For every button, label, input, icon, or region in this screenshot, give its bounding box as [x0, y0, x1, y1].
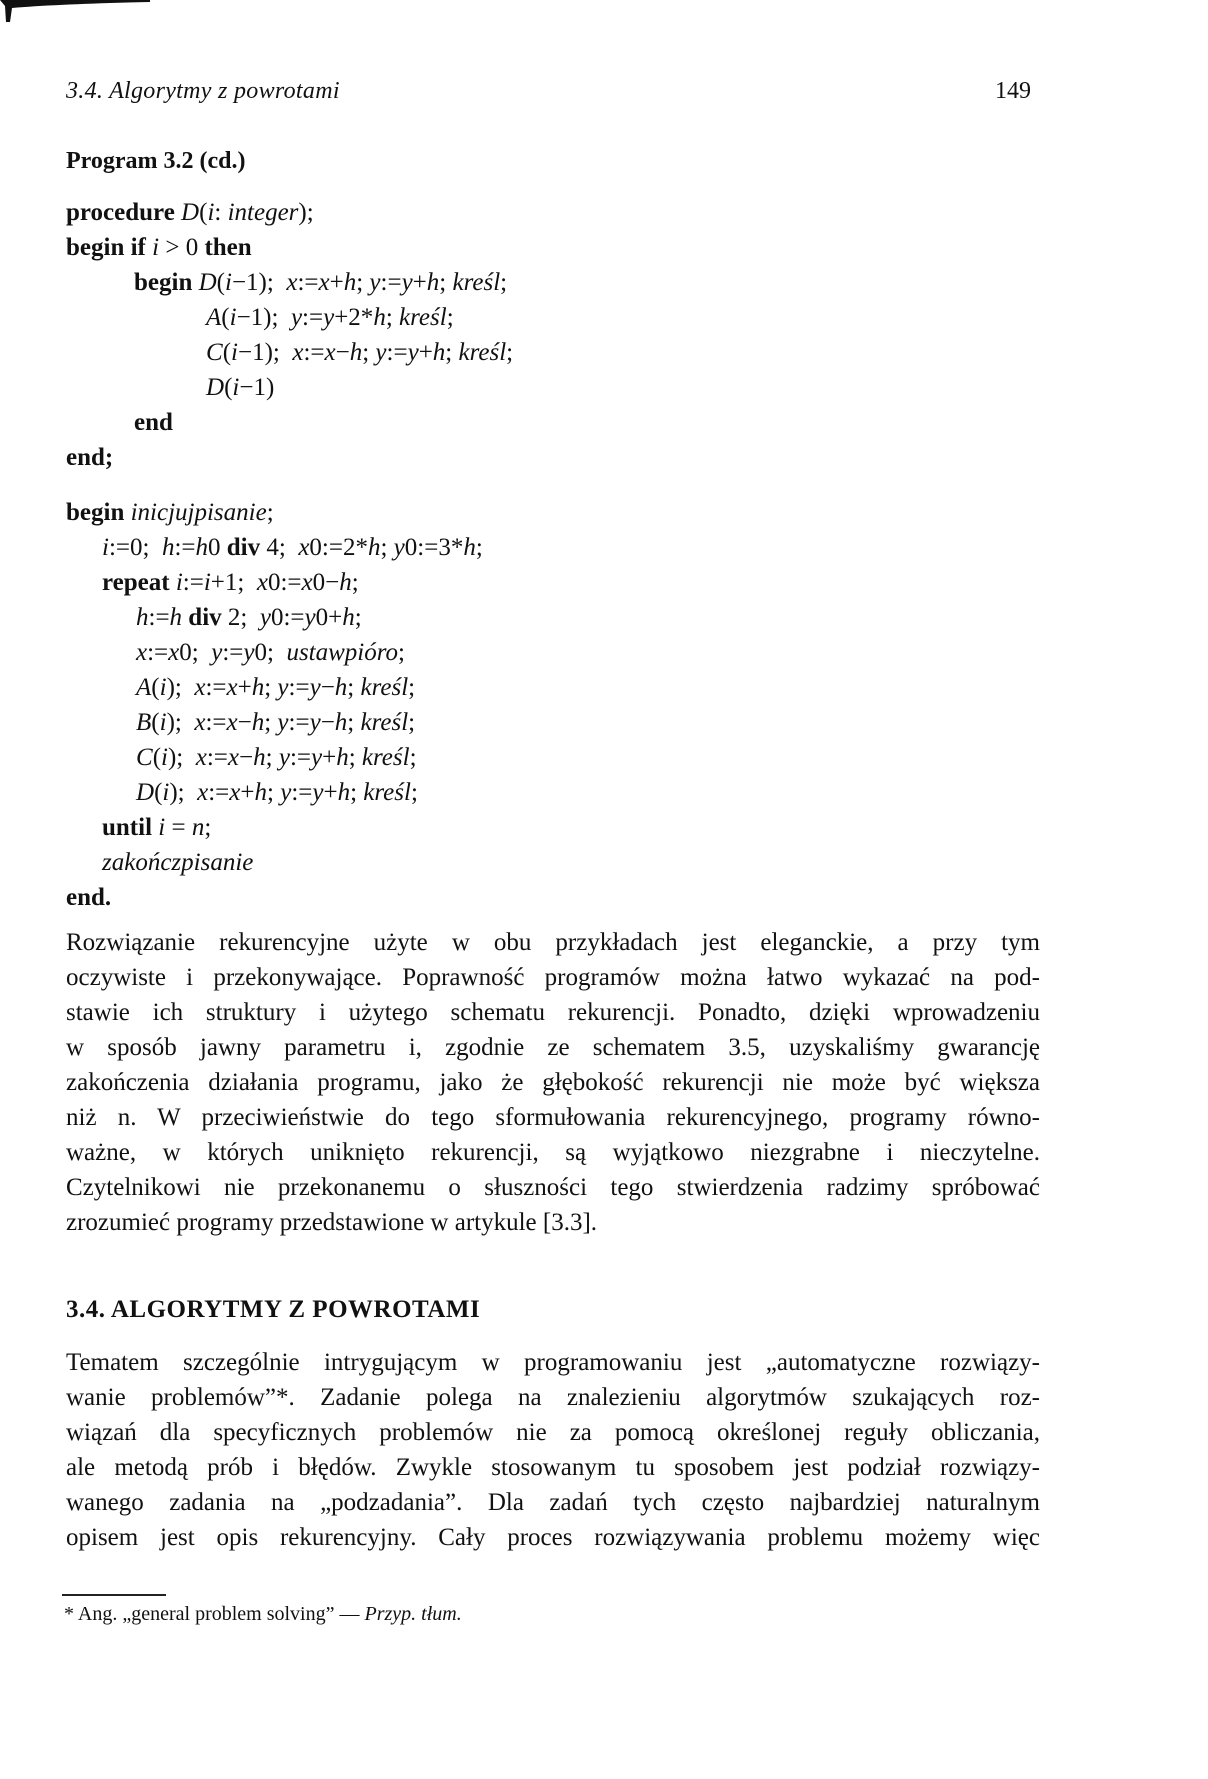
code-token: := — [297, 269, 319, 296]
code-keyword: if — [130, 234, 153, 261]
code-line — [136, 780, 418, 805]
code-token: := — [206, 744, 228, 771]
code-token: i — [162, 779, 170, 806]
code-line — [66, 500, 274, 525]
code-token: ; — [385, 304, 400, 331]
code-token: := — [147, 639, 169, 666]
code-token: y — [290, 304, 303, 331]
code-token: := — [386, 339, 408, 366]
footnote-marker: * — [64, 1603, 74, 1625]
code-token: h — [195, 534, 208, 561]
code-token: ; — [264, 709, 278, 736]
paragraph-line: Tematem szczególnie intrygującym w programowaniu jest „automatyczne rozwiązy- — [66, 1349, 1040, 1376]
code-token: kreśl — [361, 744, 410, 771]
code-keyword: div — [188, 604, 222, 631]
code-token: ; — [398, 639, 405, 666]
code-token: y — [280, 779, 292, 806]
code-token: x — [194, 674, 206, 701]
code-token: ; — [348, 744, 362, 771]
code-token: x — [229, 779, 241, 806]
code-token: ; — [351, 569, 359, 596]
scan-corner-artifact — [0, 0, 150, 22]
footnote-text: Ang. „general problem solving” — — [74, 1603, 365, 1625]
code-token: h — [373, 304, 386, 331]
code-token: i — [159, 674, 167, 701]
code-token: 0:=2* — [309, 534, 368, 561]
code-token: := — [205, 709, 227, 736]
code-token: y — [277, 674, 289, 701]
code-token: h — [334, 709, 348, 736]
code-line — [102, 535, 483, 560]
code-token: −1); — [236, 304, 291, 331]
code-line — [206, 375, 274, 400]
code-keyword: div — [226, 534, 261, 561]
code-token: y — [309, 709, 321, 736]
code-token: D — [181, 199, 200, 226]
footnote — [64, 1603, 462, 1626]
code-token: ; — [267, 779, 281, 806]
code-line — [136, 640, 405, 665]
code-token: kreśl — [399, 304, 447, 331]
paragraph-line: zakończenia działania programu, jako że głębokość rekurencji nie może być większa — [66, 1069, 1040, 1096]
code-token: ; — [446, 304, 454, 331]
code-token: y — [259, 604, 271, 631]
code-token: x — [301, 569, 313, 596]
code-token: := — [222, 639, 244, 666]
paragraph-line: oczywiste i przekonywające. Poprawność programów można łatwo wykazać na pod- — [66, 964, 1040, 991]
code-token: ; — [204, 814, 212, 841]
code-token: ustawpióro — [286, 639, 399, 666]
code-token: ; — [410, 779, 418, 806]
code-token: h — [336, 744, 349, 771]
code-token: := — [205, 674, 227, 701]
code-token: ( — [222, 339, 232, 366]
code-token: y — [323, 304, 335, 331]
code-token: :=0; — [108, 534, 162, 561]
code-token: h — [337, 779, 351, 806]
code-token: +2* — [334, 304, 374, 331]
code-token: ); — [167, 744, 196, 771]
code-token: 0; — [179, 639, 212, 666]
code-keyword: repeat — [102, 569, 176, 596]
code-token: x — [318, 269, 330, 296]
code-keyword: end. — [66, 884, 112, 911]
paragraph-line: niż n. W przeciwieństwie do tego sformułowania rekurencyjnego, programy równo- — [66, 1104, 1040, 1131]
code-token: ; — [347, 674, 361, 701]
code-token: y — [278, 744, 290, 771]
code-token: −1); — [237, 339, 293, 366]
code-token: kreśl — [363, 779, 411, 806]
code-token: inicjujpisanie — [130, 499, 267, 526]
code-token: : — [214, 199, 228, 226]
code-token: A — [136, 674, 152, 701]
code-token: h — [169, 604, 183, 631]
code-token: ; — [445, 339, 459, 366]
code-token: + — [322, 744, 337, 771]
code-token: y — [407, 339, 419, 366]
code-token: h — [342, 604, 355, 631]
code-token: x — [226, 709, 238, 736]
code-token: > 0 — [159, 234, 205, 261]
code-keyword: then — [204, 234, 252, 261]
code-token: ); — [166, 709, 195, 736]
code-token: h — [463, 534, 476, 561]
code-token: x — [227, 744, 240, 771]
code-token: ; — [408, 674, 416, 701]
paragraph-line: w sposób jawny parametru i, zgodnie ze schematem 3.5, uzyskaliśmy gwarancję — [66, 1034, 1040, 1061]
code-token: := — [302, 304, 324, 331]
code-token: + — [240, 779, 255, 806]
code-token: h — [343, 269, 357, 296]
code-token: ( — [152, 744, 162, 771]
code-token: − — [237, 709, 252, 736]
code-token: ( — [216, 269, 225, 296]
code-token: ; — [408, 709, 416, 736]
code-token: ( — [151, 674, 160, 701]
code-token: i — [232, 374, 240, 401]
code-token: 0:= — [270, 604, 305, 631]
code-token: kreśl — [458, 339, 507, 366]
code-token: − — [335, 339, 350, 366]
code-line — [102, 850, 253, 875]
code-token: 0− — [312, 569, 340, 596]
code-token: := — [303, 339, 325, 366]
code-token: x — [195, 744, 207, 771]
code-token: h — [349, 339, 363, 366]
footnote-divider — [62, 1594, 166, 1596]
paragraph-line: ale metodą prób i błędów. Zwykle stosowanym tu sposobem jest podział rozwiązy- — [66, 1454, 1040, 1481]
code-token: ; — [439, 269, 453, 296]
code-line — [206, 305, 454, 330]
code-token: x — [226, 674, 238, 701]
code-token: y — [309, 674, 321, 701]
code-token: ; — [354, 604, 362, 631]
code-token: ( — [199, 199, 208, 226]
code-token: y — [393, 534, 405, 561]
code-line — [102, 815, 211, 840]
code-token: h — [253, 744, 266, 771]
code-token: := — [174, 534, 196, 561]
code-token: y — [312, 779, 324, 806]
code-token: h — [334, 674, 348, 701]
code-token: ; — [362, 339, 376, 366]
code-token: x — [286, 269, 298, 296]
code-token: := — [288, 674, 310, 701]
code-line — [136, 605, 362, 630]
code-token: x — [197, 779, 209, 806]
code-token: y — [243, 639, 255, 666]
code-token: ; — [356, 269, 370, 296]
code-token: + — [412, 269, 427, 296]
code-token: ; — [475, 534, 483, 561]
code-token: D — [136, 779, 155, 806]
code-token: + — [323, 779, 338, 806]
code-line — [136, 710, 415, 735]
program-title: Program 3.2 (cd.) — [66, 148, 246, 174]
paragraph-line: wanie problemów”*. Zadanie polega na znalezieniu algorytmów szukających roz- — [66, 1384, 1040, 1411]
code-token: ( — [151, 709, 160, 736]
paragraph-line: wanego zadania na „podzadania”. Dla zadań tych często najbardziej naturalnym — [66, 1489, 1040, 1516]
code-token: h — [367, 534, 381, 561]
code-token: C — [206, 339, 223, 366]
section-heading: 3.4. ALGORYTMY Z POWROTAMI — [66, 1296, 481, 1323]
code-token: i — [102, 534, 109, 561]
code-keyword: procedure — [66, 199, 182, 226]
code-token: h — [251, 709, 265, 736]
code-token: ); — [298, 199, 314, 226]
code-token: + — [237, 674, 252, 701]
code-token: ); — [166, 674, 195, 701]
code-token: := — [182, 569, 204, 596]
code-token: 0 — [208, 534, 227, 561]
code-token: ; — [266, 499, 274, 526]
code-token: y — [401, 269, 413, 296]
code-line — [102, 570, 359, 595]
code-token: := — [208, 779, 230, 806]
code-token: + — [418, 339, 433, 366]
code-token: x — [168, 639, 180, 666]
code-token: i — [175, 569, 183, 596]
code-token: − — [320, 674, 335, 701]
code-token: 4; — [260, 534, 299, 561]
code-token: := — [380, 269, 402, 296]
paragraph-line: Czytelnikowi nie przekonanemu o słuszności tego stwierdzenia radzimy spróbować — [66, 1174, 1040, 1201]
code-token: ; — [380, 534, 394, 561]
code-token: 0:=3* — [404, 534, 464, 561]
code-token: ; — [409, 744, 417, 771]
code-token: h — [161, 534, 175, 561]
code-token: ; — [500, 269, 508, 296]
code-token: B — [136, 709, 152, 736]
paragraph-line: opisem jest opis rekurencyjny. Cały proces rozwiązywania problemu możemy więc — [66, 1524, 1040, 1551]
code-token: h — [432, 339, 446, 366]
code-token: ( — [224, 374, 233, 401]
code-token: h — [251, 674, 265, 701]
code-line — [134, 270, 507, 295]
code-token: h — [136, 604, 149, 631]
code-token: y — [310, 744, 323, 771]
code-token: y — [277, 709, 289, 736]
code-token: + — [329, 269, 344, 296]
code-token: y — [304, 604, 316, 631]
code-token: +1; — [210, 569, 257, 596]
code-line — [136, 675, 415, 700]
code-token: ( — [154, 779, 163, 806]
code-line — [66, 885, 111, 910]
code-token: h — [426, 269, 440, 296]
code-keyword: begin — [66, 499, 131, 526]
code-token: D — [198, 269, 217, 296]
code-token: −1); — [231, 269, 287, 296]
code-token: kreśl — [452, 269, 501, 296]
code-line — [134, 410, 173, 435]
code-token: := — [148, 604, 170, 631]
code-token: := — [288, 709, 310, 736]
paragraph-line: ważne, w których uniknięto rekurencji, są wyjątkowo niezgrabne i nieczytelne. — [66, 1139, 1040, 1166]
code-token: i — [203, 569, 211, 596]
code-token: := — [291, 779, 313, 806]
code-line — [66, 200, 314, 225]
code-token: ; — [264, 674, 278, 701]
code-token: kreśl — [360, 674, 409, 701]
code-token: 0; — [254, 639, 287, 666]
code-token: 0+ — [315, 604, 343, 631]
code-token: D — [206, 374, 225, 401]
code-token: −1) — [239, 374, 275, 401]
code-token: y — [375, 339, 387, 366]
code-token: x — [194, 709, 206, 736]
code-token: i — [225, 269, 232, 296]
code-keyword: begin — [134, 269, 199, 296]
code-token: := — [289, 744, 311, 771]
code-token: zakończpisanie — [102, 849, 254, 876]
code-token: i — [152, 234, 160, 261]
code-token: x — [136, 639, 148, 666]
code-token: y — [369, 269, 381, 296]
paragraph-line: wiązań dla specyficznych problemów nie za pomocą określonej reguły obliczania, — [66, 1419, 1040, 1446]
code-line — [136, 745, 417, 770]
code-token: C — [136, 744, 153, 771]
code-token: h — [254, 779, 267, 806]
code-token: A — [206, 304, 222, 331]
paragraph-line: stawie ich struktury i użytego schematu rekurencji. Ponadto, dzięki wprowadzeniu — [66, 999, 1040, 1026]
code-token: i — [231, 339, 238, 366]
code-keyword: until — [102, 814, 159, 841]
code-token: y — [211, 639, 223, 666]
paragraph-line: zrozumieć programy przedstawione w artykule [3.3]. — [66, 1209, 598, 1236]
code-token: i — [161, 744, 168, 771]
code-token: x — [292, 339, 304, 366]
code-token: x — [324, 339, 336, 366]
code-token: − — [239, 744, 254, 771]
code-token: 0:= — [267, 569, 302, 596]
code-line — [206, 340, 513, 365]
code-token: n — [191, 814, 205, 841]
code-token: = — [165, 814, 192, 841]
code-keyword: end — [134, 409, 173, 436]
code-token: − — [320, 709, 335, 736]
code-token: ; — [347, 709, 361, 736]
code-keyword: begin — [66, 234, 131, 261]
page-number: 149 — [995, 78, 1031, 104]
code-token: ; — [265, 744, 279, 771]
code-token: ; — [350, 779, 364, 806]
code-token: i — [158, 814, 166, 841]
code-token: i — [207, 199, 215, 226]
code-token: i — [159, 709, 167, 736]
code-token: x — [298, 534, 310, 561]
running-head: 3.4. Algorytmy z powrotami — [66, 78, 340, 104]
code-line — [66, 235, 252, 260]
paragraph-line: Rozwiązanie rekurencyjne użyte w obu przykładach jest eleganckie, a przy tym — [66, 929, 1040, 956]
code-token: integer — [227, 199, 299, 226]
code-token: ; — [506, 339, 514, 366]
code-token: kreśl — [360, 709, 409, 736]
code-keyword: end; — [66, 444, 114, 471]
code-line — [66, 445, 113, 470]
code-token: h — [339, 569, 352, 596]
code-token: ); — [169, 779, 198, 806]
code-token: 2; — [221, 604, 260, 631]
code-token: i — [229, 304, 237, 331]
code-token: x — [256, 569, 268, 596]
code-token: ( — [221, 304, 230, 331]
footnote-translator-note: Przyp. tłum. — [364, 1603, 462, 1625]
